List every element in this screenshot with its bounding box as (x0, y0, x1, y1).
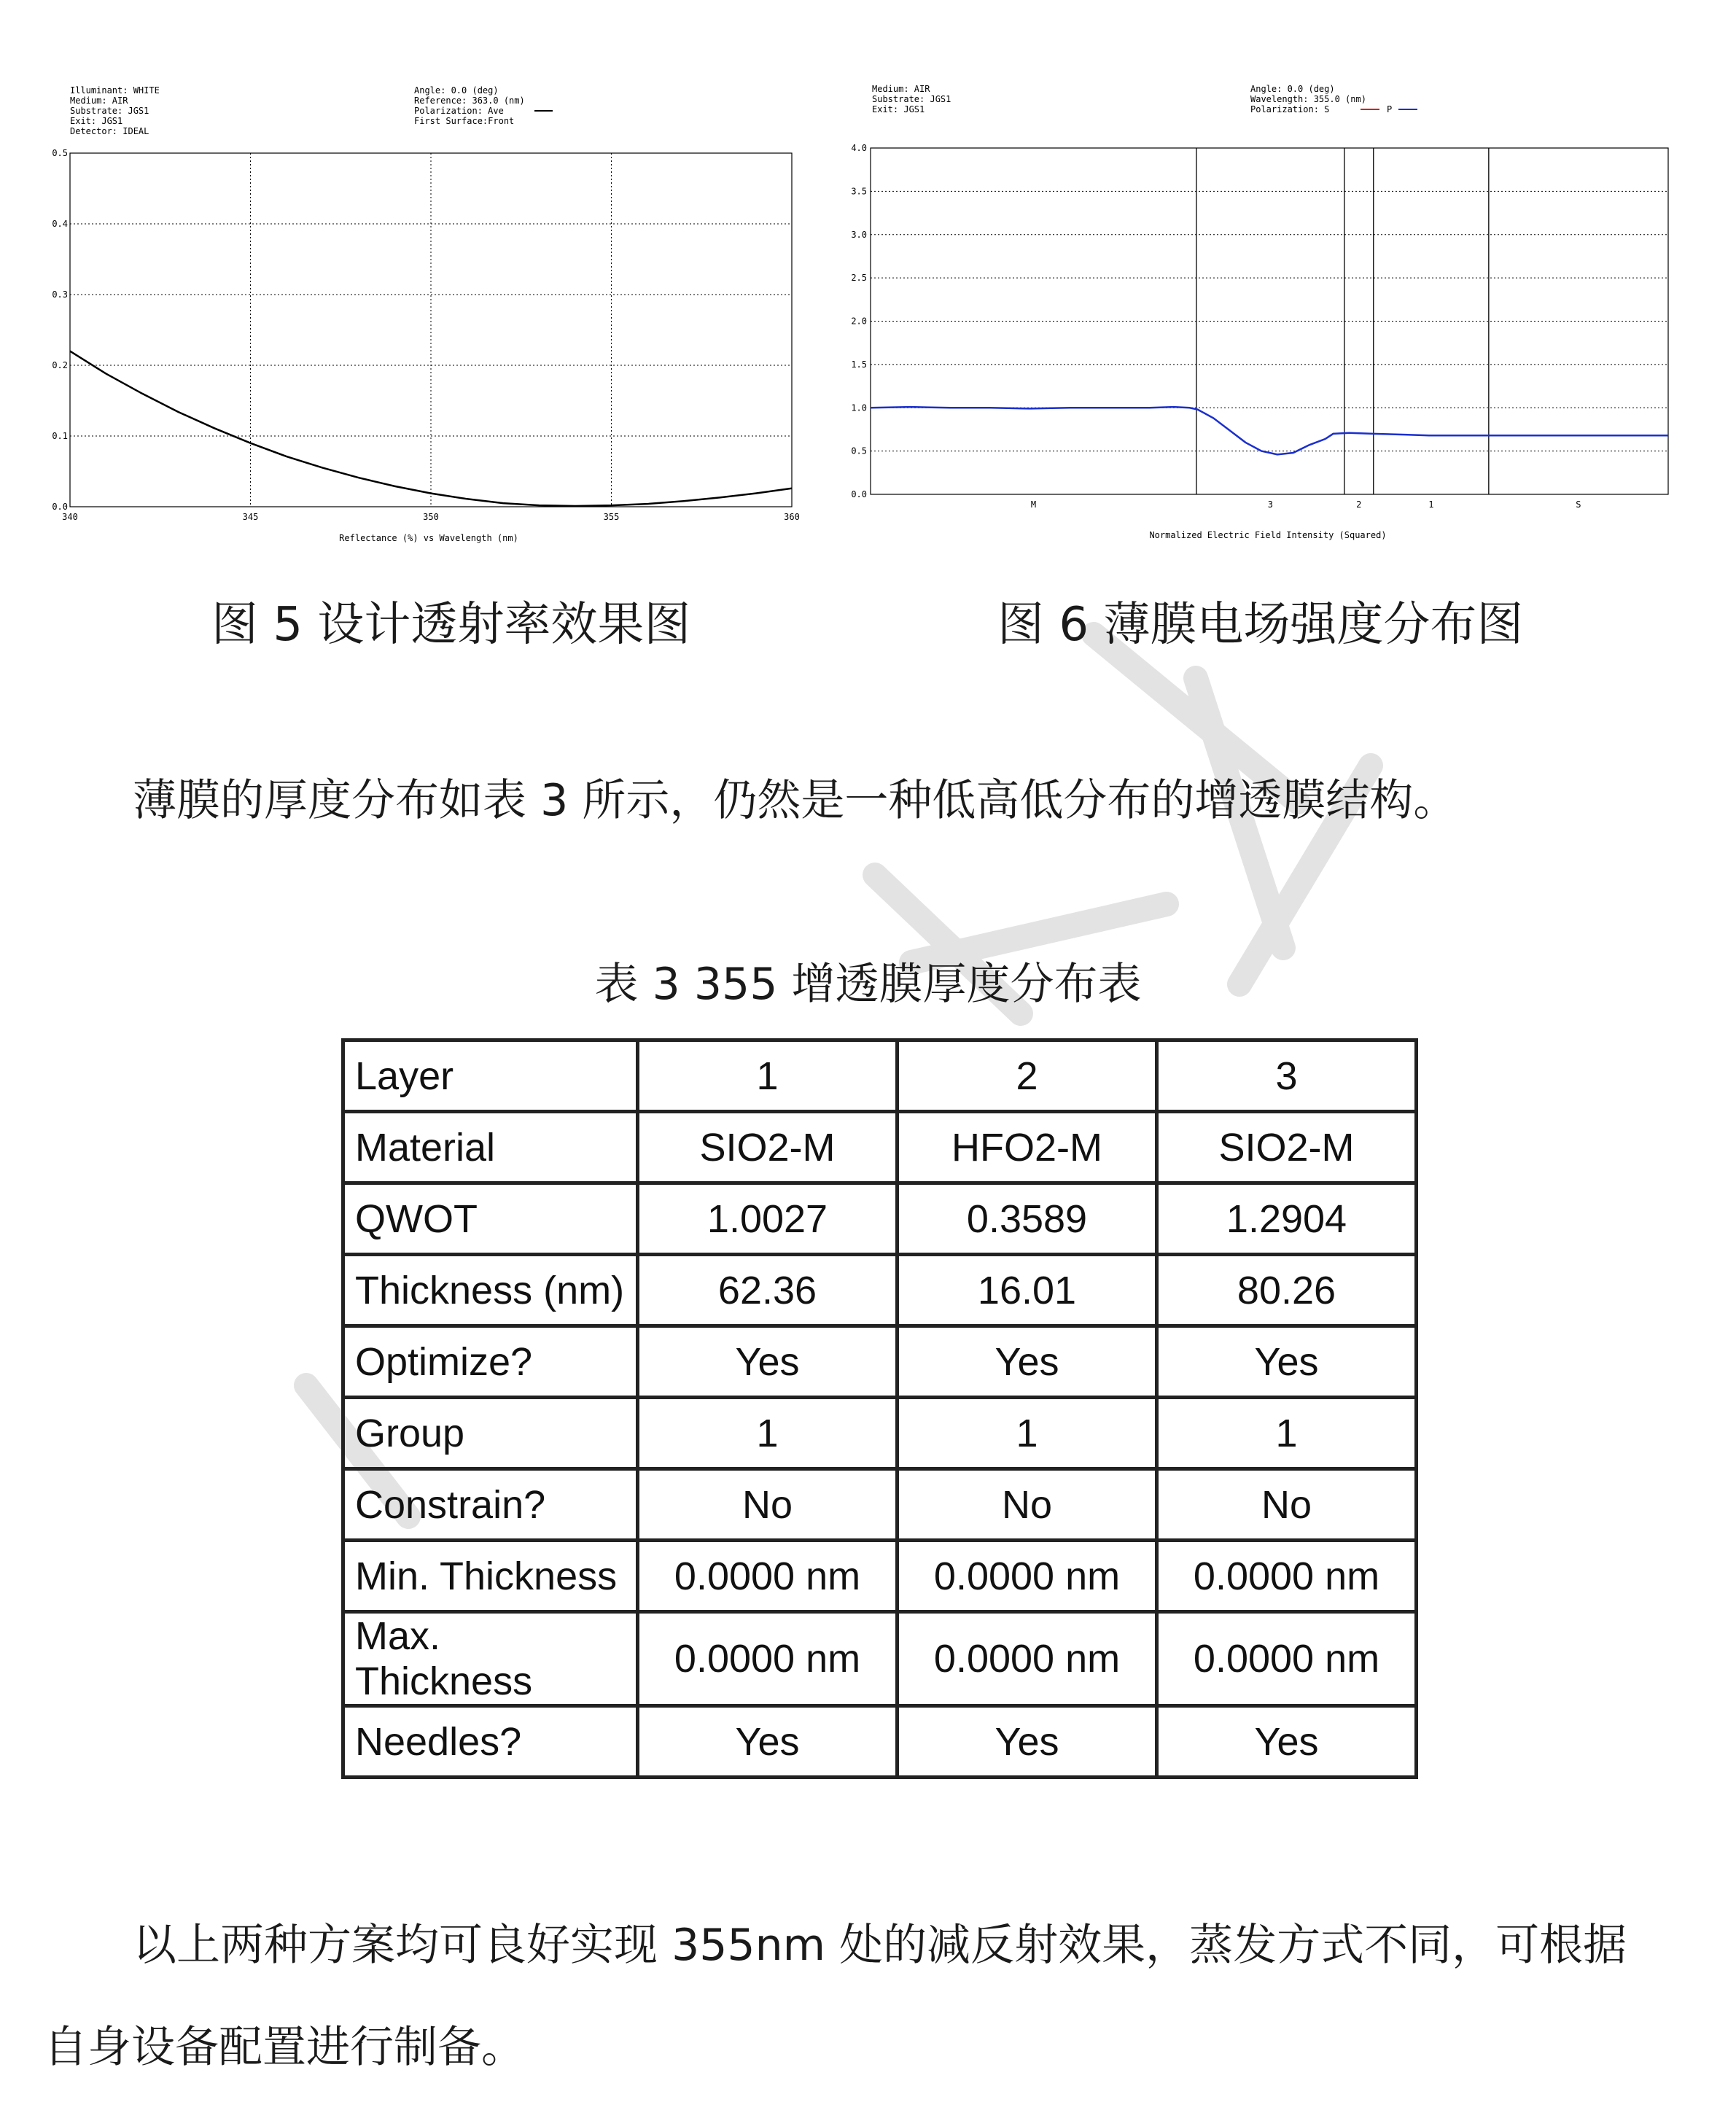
value-cell: 0.3589 (898, 1183, 1157, 1255)
y-tick-label: 0.1 (52, 431, 68, 441)
plot-frame (70, 153, 792, 507)
legend-p-label: P (1387, 104, 1393, 114)
layer-parameter-table (341, 1038, 1418, 1779)
header-right-line: Wavelength: 355.0 (nm) (1250, 94, 1366, 104)
value-cell: 0.0000 nm (1157, 1541, 1417, 1612)
y-tick-label: 1.0 (851, 402, 867, 413)
value-cell: No (1157, 1469, 1417, 1541)
value-cell: 62.36 (638, 1255, 898, 1326)
row-header-cell: QWOT (343, 1183, 638, 1255)
y-tick-label: 2.5 (851, 273, 867, 284)
row-header-cell: Min. Thickness (343, 1541, 638, 1612)
y-tick-label: 0.5 (851, 445, 867, 456)
value-cell: 0.0000 nm (638, 1541, 898, 1612)
row-header-cell: Layer (343, 1040, 638, 1112)
header-left-line: Exit: JGS1 (872, 104, 925, 114)
y-tick-label: 0.5 (52, 148, 68, 158)
header-right-line: Angle: 0.0 (deg) (414, 85, 499, 96)
region-label: 2 (1356, 499, 1362, 510)
header-left-line: Substrate: JGS1 (70, 106, 149, 116)
value-cell: 1 (638, 1040, 898, 1112)
table-row (343, 1183, 1417, 1255)
table-row (343, 1326, 1417, 1398)
value-cell: 0.0000 nm (638, 1612, 898, 1706)
value-cell: 16.01 (898, 1255, 1157, 1326)
value-cell: 1 (638, 1398, 898, 1469)
figure-6-chart (833, 79, 1678, 560)
y-tick-label: 0.2 (52, 360, 68, 370)
y-tick-label: 3.5 (851, 186, 867, 197)
table-row (343, 1706, 1417, 1778)
x-tick-label: 360 (784, 512, 800, 522)
figure-5-caption: 图 5 设计透射率效果图 (211, 598, 691, 652)
y-tick-label: 0.0 (52, 502, 68, 512)
y-tick-label: 0.0 (851, 489, 867, 499)
header-left-line: Substrate: JGS1 (872, 94, 951, 104)
table-title: 表 3 355 增透膜厚度分布表 (594, 959, 1142, 1010)
header-left-line: Illuminant: WHITE (70, 85, 160, 96)
row-header-cell: Max. Thickness (343, 1612, 638, 1706)
header-left-line: Detector: IDEAL (70, 126, 149, 136)
region-label: 1 (1428, 499, 1434, 510)
region-label: 3 (1267, 499, 1273, 510)
header-right-line: First Surface:Front (414, 116, 515, 126)
value-cell: HFO2-M (898, 1112, 1157, 1183)
y-tick-label: 0.4 (52, 219, 68, 229)
value-cell: 0.0000 nm (898, 1541, 1157, 1612)
table-row (343, 1112, 1417, 1183)
value-cell: 0.0000 nm (1157, 1612, 1417, 1706)
value-cell: Yes (898, 1326, 1157, 1398)
row-header-cell: Optimize? (343, 1326, 638, 1398)
header-left-line: Medium: AIR (872, 84, 930, 94)
paragraph-1: 薄膜的厚度分布如表 3 所示，仍然是一种低高低分布的增透膜结构。 (133, 775, 1457, 826)
header-right-line: Polarization: Ave (414, 106, 504, 116)
value-cell: 0.0000 nm (898, 1612, 1157, 1706)
row-header-cell: Thickness (nm) (343, 1255, 638, 1326)
row-header-cell: Constrain? (343, 1469, 638, 1541)
value-cell: Yes (1157, 1326, 1417, 1398)
x-axis-label: Normalized Electric Field Intensity (Squared) (1149, 530, 1387, 540)
figure-5-chart (52, 80, 815, 558)
header-right-line: Angle: 0.0 (deg) (1250, 84, 1335, 94)
value-cell: Yes (638, 1706, 898, 1778)
value-cell: No (638, 1469, 898, 1541)
x-tick-label: 340 (62, 512, 78, 522)
table-row (343, 1469, 1417, 1541)
value-cell: SIO2-M (638, 1112, 898, 1183)
header-right-line: Reference: 363.0 (nm) (414, 96, 525, 106)
table-row (343, 1398, 1417, 1469)
x-tick-label: 345 (242, 512, 259, 522)
value-cell: Yes (638, 1326, 898, 1398)
x-tick-label: 350 (423, 512, 439, 522)
table-row (343, 1040, 1417, 1112)
p-series-line (871, 407, 1668, 454)
value-cell: SIO2-M (1157, 1112, 1417, 1183)
paragraph-2-line-1: 以上两种方案均可良好实现 355nm 处的减反射效果，蒸发方式不同，可根据 (133, 1920, 1627, 1971)
value-cell: 2 (898, 1040, 1157, 1112)
value-cell: Yes (1157, 1706, 1417, 1778)
region-label: M (1030, 499, 1037, 510)
value-cell: 1.2904 (1157, 1183, 1417, 1255)
x-tick-label: 355 (603, 512, 620, 522)
y-tick-label: 1.5 (851, 359, 867, 370)
header-left-line: Exit: JGS1 (70, 116, 123, 126)
paragraph-2-line-2: 自身设备配置进行制备。 (44, 2022, 525, 2073)
table-row (343, 1541, 1417, 1612)
row-header-cell: Needles? (343, 1706, 638, 1778)
table-row (343, 1612, 1417, 1706)
reflectance-series-line (70, 351, 792, 506)
value-cell: 1 (1157, 1398, 1417, 1469)
row-header-cell: Material (343, 1112, 638, 1183)
value-cell: 1 (898, 1398, 1157, 1469)
row-header-cell: Group (343, 1398, 638, 1469)
value-cell: 1.0027 (638, 1183, 898, 1255)
y-tick-label: 0.3 (52, 289, 68, 300)
header-right-line: Polarization: S (1250, 104, 1330, 114)
value-cell: 3 (1157, 1040, 1417, 1112)
y-tick-label: 3.0 (851, 229, 867, 240)
value-cell: No (898, 1469, 1157, 1541)
value-cell: Yes (898, 1706, 1157, 1778)
figure-6-caption: 图 6 薄膜电场强度分布图 (997, 598, 1524, 652)
header-left-line: Medium: AIR (70, 96, 128, 106)
region-label: S (1576, 499, 1581, 510)
x-axis-label: Reflectance (%) vs Wavelength (nm) (339, 533, 518, 543)
y-tick-label: 4.0 (851, 143, 867, 153)
y-tick-label: 2.0 (851, 316, 867, 327)
value-cell: 80.26 (1157, 1255, 1417, 1326)
table-row (343, 1255, 1417, 1326)
